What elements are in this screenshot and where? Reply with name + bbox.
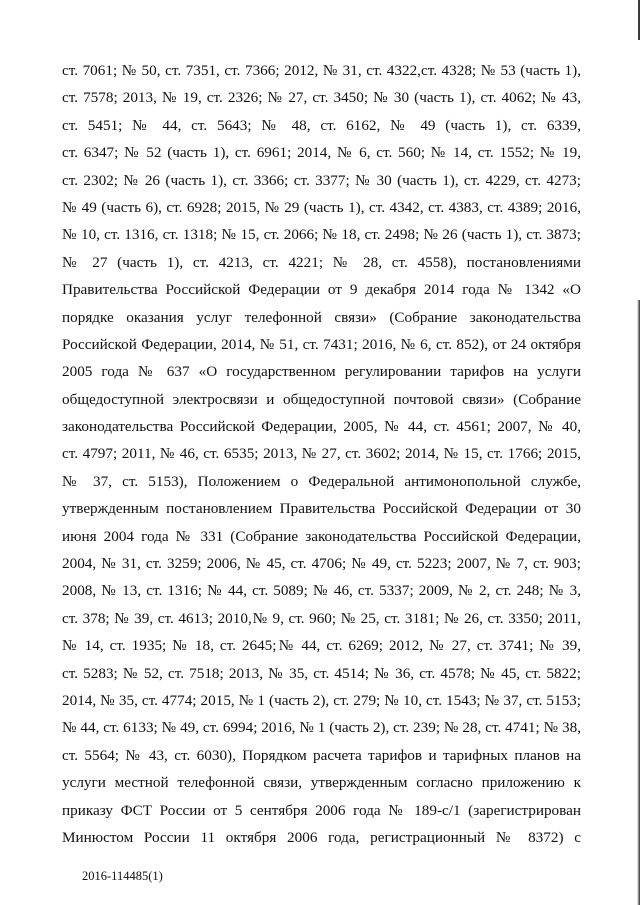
text-line: 2005 года № 637 «О государственном регулировании тарифов на услуги [62, 363, 581, 381]
text-line: услуги местной телефонной связи, утвержденным согласно приложению к [62, 774, 581, 792]
text-line: июня 2004 года № 331 (Собрание законодательства Российской Федерации, [62, 527, 581, 545]
text-line: ст. 2302; № 26 (часть 1), ст. 3366; ст. 3377; № 30 (часть 1), ст. 4229, ст. 4273; [62, 171, 581, 189]
text-line: ст. 6347; № 52 (часть 1), ст. 6961; 2014, № 6, ст. 560; № 14, ст. 1552; № 19, [62, 144, 581, 162]
text-line: Минюстом России 11 октября 2006 года, регистрационный № 8372) с [62, 828, 581, 846]
text-line: ст. 378; № 39, ст. 4613; 2010,№ 9, ст. 960; № 25, ст. 3181; № 26, ст. 3350; 2011, [62, 609, 581, 627]
document-body [62, 57, 581, 851]
text-line: общедоступной электросвязи и общедоступной почтовой связи» (Собрание [62, 390, 581, 408]
text-line: ст. 7578; 2013, № 19, ст. 2326; № 27, ст. 3450; № 30 (часть 1), ст. 4062; № 43, [62, 89, 581, 107]
text-line: порядке оказания услуг телефонной связи» (Собрание законодательства [62, 308, 581, 326]
text-line: № 27 (часть 1), ст. 4213, ст. 4221; № 28, ст. 4558), постановлениями [62, 253, 581, 271]
text-line: ст. 7061; № 50, ст. 7351, ст. 7366; 2012, № 31, ст. 4322,ст. 4328; № 53 (часть 1), [62, 62, 581, 79]
document-footer-code: 2016-114485(1) [82, 869, 163, 883]
text-line: Правительства Российской Федерации от 9 декабря 2014 года № 1342 «О [62, 281, 581, 299]
text-line: № 37, ст. 5153), Положением о Федеральной антимонопольной службе, [62, 472, 581, 490]
text-line: 2008, № 13, ст. 1316; № 44, ст. 5089; № 46, ст. 5337; 2009, № 2, ст. 248; № 3, [62, 582, 581, 600]
text-line: № 14, ст. 1935; № 18, ст. 2645;№ 44, ст. 6269; 2012, № 27, ст. 3741; № 39, [62, 637, 581, 655]
text-line: ст. 4797; 2011, № 46, ст. 6535; 2013, № 27, ст. 3602; 2014, № 15, ст. 1766; 2015, [62, 445, 581, 463]
text-line: № 10, ст. 1316, ст. 1318; № 15, ст. 2066; № 18, ст. 2498; № 26 (часть 1), ст. 3873; [62, 226, 581, 244]
text-line: 2004, № 31, ст. 3259; 2006, № 45, ст. 4706; № 49, ст. 5223; 2007, № 7, ст. 903; [62, 555, 581, 573]
text-line: № 44, ст. 6133; № 49, ст. 6994; 2016, № 1 (часть 2), ст. 239; № 28, ст. 4741; № 38, [62, 719, 581, 737]
text-line: 2014, № 35, ст. 4774; 2015, № 1 (часть 2), ст. 279; № 10, ст. 1543; № 37, ст. 5153; [62, 691, 581, 709]
text-line: приказу ФСТ России от 5 сентября 2006 года № 189-с/1 (зарегистрирован [62, 801, 581, 819]
text-line: Российской Федерации, 2014, № 51, ст. 7431; 2016, № 6, ст. 852), от 24 октября [62, 335, 581, 353]
text-line: утвержденным постановлением Правительства Российской Федерации от 30 [62, 500, 581, 518]
text-line: ст. 5564; № 43, ст. 6030), Порядком расчета тарифов и тарифных планов на [62, 746, 581, 764]
text-line: ст. 5451; № 44, ст. 5643; № 48, ст. 6162, № 49 (часть 1), ст. 6339, [62, 116, 581, 134]
text-line: ст. 5283; № 52, ст. 7518; 2013, № 35, ст. 4514; № 36, ст. 4578; № 45, ст. 5822; [62, 664, 581, 682]
text-line: № 49 (часть 6), ст. 6928; 2015, № 29 (часть 1), ст. 4342, ст. 4383, ст. 4389; 2016, [62, 198, 581, 216]
text-line: законодательства Российской Федерации, 2005, № 44, ст. 4561; 2007, № 40, [62, 418, 581, 436]
